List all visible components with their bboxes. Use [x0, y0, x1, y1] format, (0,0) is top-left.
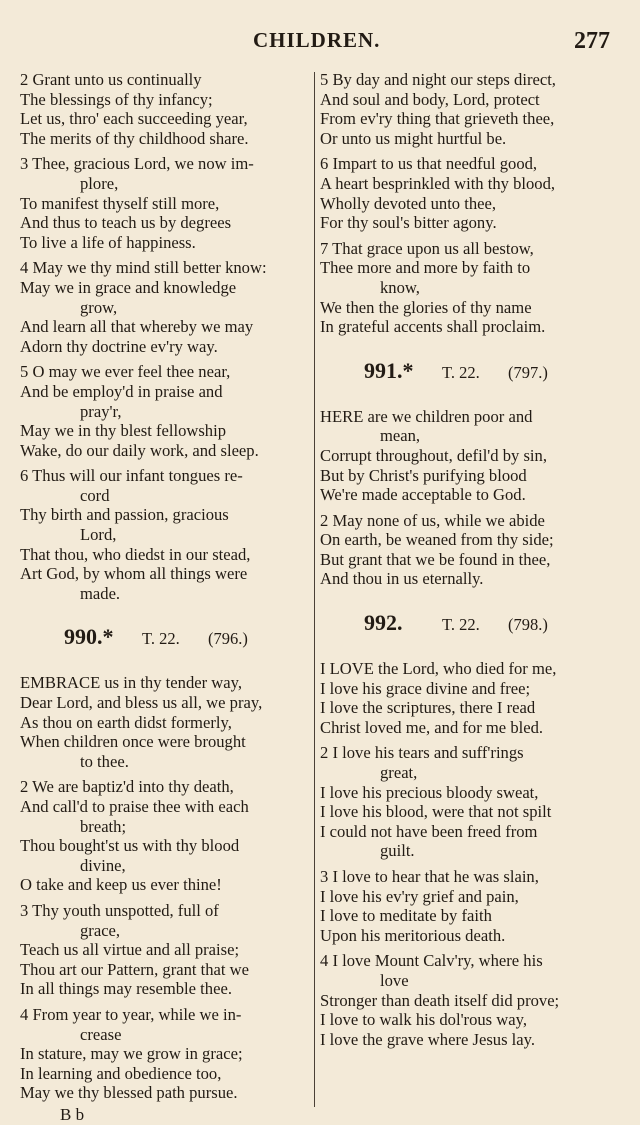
- verse: [20, 362, 312, 460]
- verse-line: On earth, be weaned from thy side;: [320, 530, 554, 550]
- verse-line: EMBRACE us in thy tender way,: [20, 673, 242, 693]
- verse-line: I love his ev'ry grief and pain,: [320, 886, 519, 906]
- verse: [20, 466, 312, 603]
- verses-continued: [20, 70, 312, 603]
- verse-line: To manifest thyself still more,: [20, 193, 220, 213]
- verse-line: As thou on earth didst formerly,: [20, 712, 232, 732]
- hymn-number: 991.*: [364, 357, 414, 383]
- verse-line: 2 Grant unto us continually: [20, 70, 202, 89]
- verse-line: Thy birth and passion, gracious: [20, 505, 229, 525]
- verse-line: We're made acceptable to God.: [320, 485, 526, 505]
- tune-reference: T. 22.: [142, 629, 180, 649]
- running-head: CHILDREN.: [253, 28, 381, 52]
- verse: [320, 867, 610, 945]
- verse-line: I love to walk his dol'rous way,: [320, 1010, 528, 1030]
- verse-line: May we in grace and knowledge: [20, 277, 237, 297]
- verse-line: In stature, may we grow in grace;: [20, 1044, 243, 1064]
- verse: [20, 70, 312, 148]
- verse: [20, 777, 312, 895]
- verse-line: Thou art our Pattern, grant that we: [20, 959, 250, 979]
- verse-line: But by Christ's purifying blood: [320, 465, 527, 485]
- cross-reference: (798.): [508, 615, 548, 635]
- verse-line: 4 May we thy mind still better know:: [20, 258, 267, 278]
- verse-line: Stronger than death itself did prove;: [320, 990, 560, 1010]
- verse-line: Thee more and more by faith to: [320, 258, 531, 278]
- verse-line: Thou bought'st us with thy blood: [20, 836, 240, 856]
- verse-line: From ev'ry thing that grieveth thee,: [320, 109, 555, 129]
- verse-line: Corrupt throughout, defil'd by sin,: [320, 445, 547, 465]
- verse-line: I love the scriptures, there I read: [320, 698, 536, 718]
- verse-line: Teach us all virtue and all praise;: [20, 940, 240, 960]
- verse-line: Let us, thro' each succeeding year,: [20, 109, 248, 129]
- verse-line: Or unto us might hurtful be.: [320, 128, 507, 148]
- verse-line: 6 Impart to us that needful good,: [320, 154, 538, 174]
- verse-line: 7 That grace upon us all bestow,: [320, 238, 534, 258]
- verse: [20, 1005, 312, 1103]
- verse-line: For thy soul's bitter agony.: [320, 213, 497, 233]
- verses-continued: [320, 70, 610, 337]
- signature-mark: B b: [60, 1104, 85, 1124]
- verse-line: Christ loved me, and for me bled.: [320, 717, 544, 737]
- verse-line: 5 By day and night our steps direct,: [320, 70, 556, 89]
- verse-line: But grant that we be found in thee,: [320, 549, 551, 569]
- verse: [20, 673, 312, 771]
- verse: [20, 901, 312, 999]
- verse-line: breath;: [80, 816, 127, 836]
- verse-line: The blessings of thy infancy;: [20, 89, 213, 109]
- verse-line: made.: [80, 583, 121, 603]
- verse-line: When children once were brought: [20, 732, 246, 752]
- verse: [320, 743, 610, 861]
- verse-line: In grateful accents shall proclaim.: [320, 317, 546, 337]
- verse-line: I LOVE the Lord, who died for me,: [320, 659, 557, 679]
- verse-line: 3 I love to hear that he was slain,: [320, 867, 539, 886]
- verse-line: To live a life of happiness.: [20, 232, 196, 252]
- verse: [320, 407, 610, 505]
- tune-reference: T. 22.: [442, 362, 480, 382]
- verse-line: I love to meditate by faith: [320, 906, 492, 926]
- hymn-992-verses: [320, 659, 610, 1049]
- page-header: [0, 28, 640, 58]
- verse-line: And call'd to praise thee with each: [20, 797, 249, 816]
- verse-line: 4 From year to year, while we in-: [20, 1004, 242, 1024]
- verse-line: And thus to teach us by degrees: [20, 213, 232, 233]
- verse-line: 3 Thy youth unspotted, full of: [20, 900, 219, 920]
- verse-line: 5 O may we ever feel thee near,: [20, 362, 231, 382]
- verse-line: guilt.: [380, 841, 415, 861]
- verse-line: divine,: [80, 855, 126, 875]
- verse-line: Art God, by whom all things were: [20, 564, 248, 584]
- verse-line: I love the grave where Jesus lay.: [320, 1029, 536, 1049]
- verse-line: Wake, do our daily work, and sleep.: [20, 440, 259, 460]
- verse-line: I love his blood, were that not spilt: [320, 802, 552, 822]
- verse: [320, 70, 610, 148]
- verse-line: pray'r,: [80, 401, 122, 421]
- verse: [20, 258, 312, 356]
- verse-line: We then the glories of thy name: [320, 297, 532, 317]
- verse-line: In learning and obedience too,: [20, 1063, 222, 1083]
- verse-line: And thou in us eternally.: [320, 569, 484, 589]
- verse-line: great,: [380, 763, 418, 783]
- verse-line: I could not have been freed from: [320, 821, 538, 841]
- verse-line: HERE are we children poor and: [320, 406, 533, 426]
- verse-line: Upon his meritorious death.: [320, 925, 506, 945]
- verse-line: grow,: [80, 297, 118, 317]
- verse-line: 6 Thus will our infant tongues re-: [20, 466, 243, 486]
- verse: [320, 154, 610, 232]
- verse-line: grace,: [80, 920, 121, 940]
- verse-line: A heart besprinkled with thy blood,: [320, 173, 556, 193]
- verse-line: May we in thy blest fellowship: [20, 421, 227, 441]
- verse-line: 3 Thee, gracious Lord, we now im-: [20, 154, 254, 174]
- verse: [320, 951, 610, 1049]
- verse-line: plore,: [80, 173, 119, 193]
- verse-line: In all things may resemble thee.: [20, 979, 232, 999]
- verse-line: mean,: [380, 426, 421, 446]
- verse-line: crease: [80, 1024, 122, 1044]
- verse-line: I love his precious bloody sweat,: [320, 782, 539, 802]
- verse-line: Dear Lord, and bless us all, we pray,: [20, 693, 263, 713]
- verse-line: love: [380, 970, 409, 990]
- verse: [320, 511, 610, 589]
- cross-reference: (797.): [508, 362, 548, 382]
- verse: [320, 659, 610, 737]
- verse-line: And be employ'd in praise and: [20, 381, 223, 401]
- verse-line: Adorn thy doctrine ev'ry way.: [20, 336, 218, 356]
- left-column: [20, 70, 312, 1125]
- hymn-heading-992: [320, 609, 610, 649]
- tune-reference: T. 22.: [442, 615, 480, 635]
- verse-line: May we thy blessed path pursue.: [20, 1083, 238, 1103]
- verse-line: cord: [80, 485, 110, 505]
- verse-line: O take and keep us ever thine!: [20, 875, 222, 895]
- right-column: [320, 70, 610, 1055]
- verse: [20, 154, 312, 252]
- verse-line: The merits of thy childhood share.: [20, 128, 249, 148]
- hymn-heading-991: [320, 357, 610, 397]
- verse-line: I love his grace divine and free;: [320, 678, 531, 698]
- page-number: 277: [574, 28, 610, 54]
- hymn-991-verses: [320, 407, 610, 589]
- verse-line: And soul and body, Lord, protect: [320, 89, 540, 109]
- hymn-number: 990.*: [64, 624, 114, 650]
- verse-line: 2 I love his tears and suff'rings: [320, 743, 524, 763]
- verse: [320, 239, 610, 337]
- hymn-heading-990: [20, 623, 312, 663]
- verse-line: Lord,: [80, 525, 117, 545]
- verse-line: Wholly devoted unto thee,: [320, 193, 497, 213]
- verse-line: know,: [380, 277, 420, 297]
- column-divider: [314, 72, 315, 1107]
- verse-line: And learn all that whereby we may: [20, 317, 254, 337]
- cross-reference: (796.): [208, 629, 248, 649]
- hymn-990-verses: [20, 673, 312, 1102]
- verse-line: 2 May none of us, while we abide: [320, 510, 545, 530]
- verse-line: to thee.: [80, 751, 129, 771]
- hymn-number: 992.: [364, 610, 403, 636]
- verse-line: 2 We are baptiz'd into thy death,: [20, 777, 234, 797]
- verse-line: That thou, who diedst in our stead,: [20, 544, 251, 564]
- verse-line: 4 I love Mount Calv'ry, where his: [320, 951, 543, 971]
